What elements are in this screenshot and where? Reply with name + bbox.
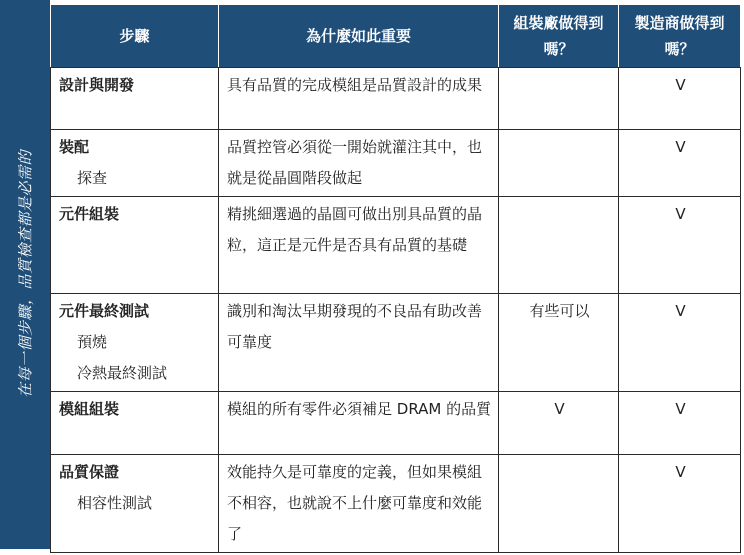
step-title: 品質保證	[59, 463, 120, 481]
why-cell: 具有品質的完成模組是品質設計的成果	[219, 68, 499, 130]
step-cell	[51, 294, 219, 392]
maker-cell: V	[619, 130, 741, 197]
header-maker: 製造商做得到嗎？	[619, 5, 741, 68]
why-cell: 品質控管必須從一開始就灌注其中，也就是從晶圓階段做起	[219, 130, 499, 197]
table-header	[51, 5, 741, 68]
why-cell: 精挑細選過的晶圓可做出別具品質的晶粒，這正是元件是否具有品質的基礎	[219, 197, 499, 294]
step-title: 元件組裝	[59, 205, 120, 223]
table-row	[51, 294, 741, 392]
step-subitem: 冷熱最終測試	[77, 364, 168, 382]
assembler-cell	[499, 68, 619, 130]
why-cell: 模組的所有零件必須補足 DRAM 的品質	[219, 392, 499, 455]
header-assembler: 組裝廠做得到嗎？	[499, 5, 619, 68]
maker-cell: V	[619, 294, 741, 392]
table-row	[51, 197, 741, 294]
step-cell	[51, 455, 219, 553]
table-row	[51, 392, 741, 455]
step-title: 設計與開發	[59, 76, 135, 94]
side-banner-text: 在每一個步驟，品質檢查都是必需的	[16, 149, 35, 399]
side-banner	[0, 0, 50, 549]
header-why: 為什麼如此重要	[219, 5, 499, 68]
table-row	[51, 68, 741, 130]
assembler-cell: V	[499, 392, 619, 455]
assembler-cell	[499, 197, 619, 294]
why-cell: 識別和淘汰早期發現的不良品有助改善可靠度	[219, 294, 499, 392]
maker-cell: V	[619, 392, 741, 455]
header-row	[51, 5, 741, 68]
step-cell	[51, 197, 219, 294]
maker-cell: V	[619, 197, 741, 294]
why-cell: 效能持久是可靠度的定義，但如果模組不相容，也就說不上什麼可靠度和效能了	[219, 455, 499, 553]
assembler-cell	[499, 130, 619, 197]
step-title: 模組組裝	[59, 400, 120, 418]
header-step: 步驟	[51, 5, 219, 68]
table-body	[51, 68, 741, 553]
quality-steps-table	[50, 4, 741, 553]
assembler-cell: 有些可以	[499, 294, 619, 392]
maker-cell: V	[619, 455, 741, 553]
step-title: 裝配	[59, 138, 90, 156]
assembler-cell	[499, 455, 619, 553]
table-row	[51, 130, 741, 197]
table-row	[51, 455, 741, 553]
step-cell	[51, 392, 219, 455]
step-title: 元件最終測試	[59, 302, 150, 320]
step-cell	[51, 130, 219, 197]
step-subitem: 相容性測試	[77, 494, 153, 512]
step-subitem: 探查	[77, 169, 108, 187]
step-cell	[51, 68, 219, 130]
maker-cell: V	[619, 68, 741, 130]
step-subitem: 預燒	[77, 333, 108, 351]
